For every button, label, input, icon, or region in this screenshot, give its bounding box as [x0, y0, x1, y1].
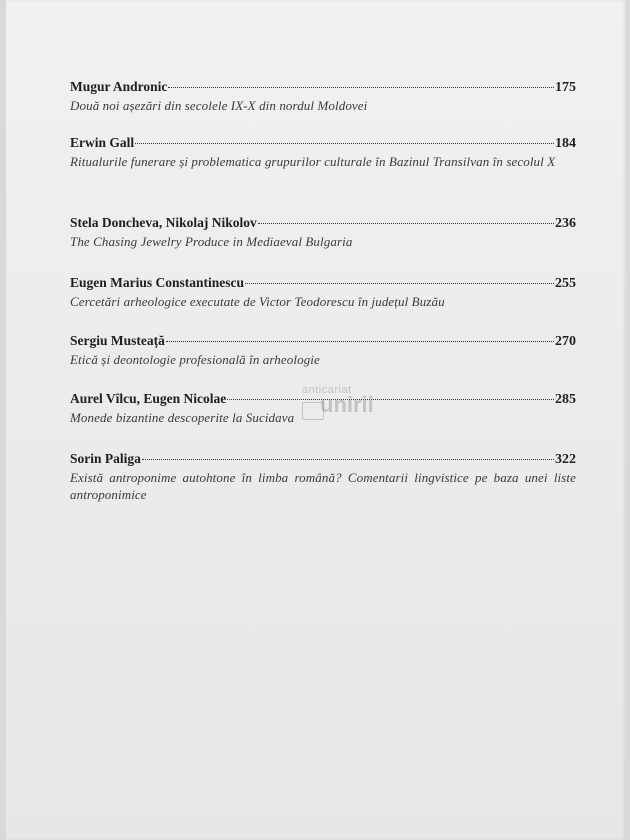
toc-author-line: [70, 332, 576, 351]
toc-author: Eugen Marius Constantinescu: [70, 275, 245, 290]
dot-leader: [227, 399, 554, 400]
toc-page-number: 236: [555, 216, 576, 231]
dot-leader: [142, 459, 554, 460]
toc-title: Există antroponime autohtone în limba română? Comentarii lingvistice pe baza unei liste antroponimice: [70, 470, 576, 502]
toc-author: Sorin Paliga: [70, 451, 141, 466]
toc-author: Stela Doncheva, Nikolaj Nikolov: [70, 215, 257, 230]
toc-author-line: [70, 78, 576, 97]
dot-leader: [245, 283, 554, 284]
toc-page-number: 322: [555, 452, 576, 467]
watermark: [302, 384, 374, 418]
watermark-top-text: anticariat: [302, 384, 352, 396]
toc-author-line: [70, 214, 576, 233]
toc-title: Monede bizantine descoperite la Sucidava: [70, 410, 295, 425]
toc-page-number: 175: [555, 80, 576, 95]
dot-leader: [168, 87, 554, 88]
toc-author: Erwin Gall: [70, 135, 135, 150]
toc-entry: [70, 332, 576, 368]
dot-leader: [135, 143, 554, 144]
toc-entry: [70, 78, 576, 114]
toc-entry: [70, 274, 576, 310]
dot-leader: [258, 223, 554, 224]
toc-page-number: 255: [555, 276, 576, 291]
toc-title: Cercetări arheologice executate de Victor Teodorescu în județul Buzău: [70, 294, 445, 309]
toc-author: Mugur Andronic: [70, 79, 168, 94]
toc-entry: [70, 134, 576, 170]
book-page: [6, 0, 626, 840]
toc-page-number: 270: [555, 334, 576, 349]
toc-page-number: 184: [555, 136, 576, 151]
toc-author-line: [70, 450, 576, 469]
toc-entry: [70, 214, 576, 250]
toc-title: The Chasing Jewelry Produce in Mediaeval Bulgaria: [70, 234, 353, 249]
toc-author-line: [70, 134, 576, 153]
toc-title: Etică și deontologie profesională în arheologie: [70, 352, 320, 367]
toc-author: Sergiu Musteață: [70, 333, 165, 348]
toc-page-number: 285: [555, 392, 576, 407]
book-icon: [302, 402, 324, 420]
dot-leader: [166, 341, 554, 342]
toc-title: Ritualurile funerare și problematica grupurilor culturale în Bazinul Transilvan în secolul X: [70, 154, 556, 169]
toc-author: Aurel Vîlcu, Eugen Nicolae: [70, 391, 227, 406]
toc-entry: [70, 450, 576, 503]
toc-title: Două noi așezări din secolele IX-X din nordul Moldovei: [70, 98, 368, 113]
toc-author-line: [70, 274, 576, 293]
watermark-bottom-text: unirii: [320, 392, 374, 417]
